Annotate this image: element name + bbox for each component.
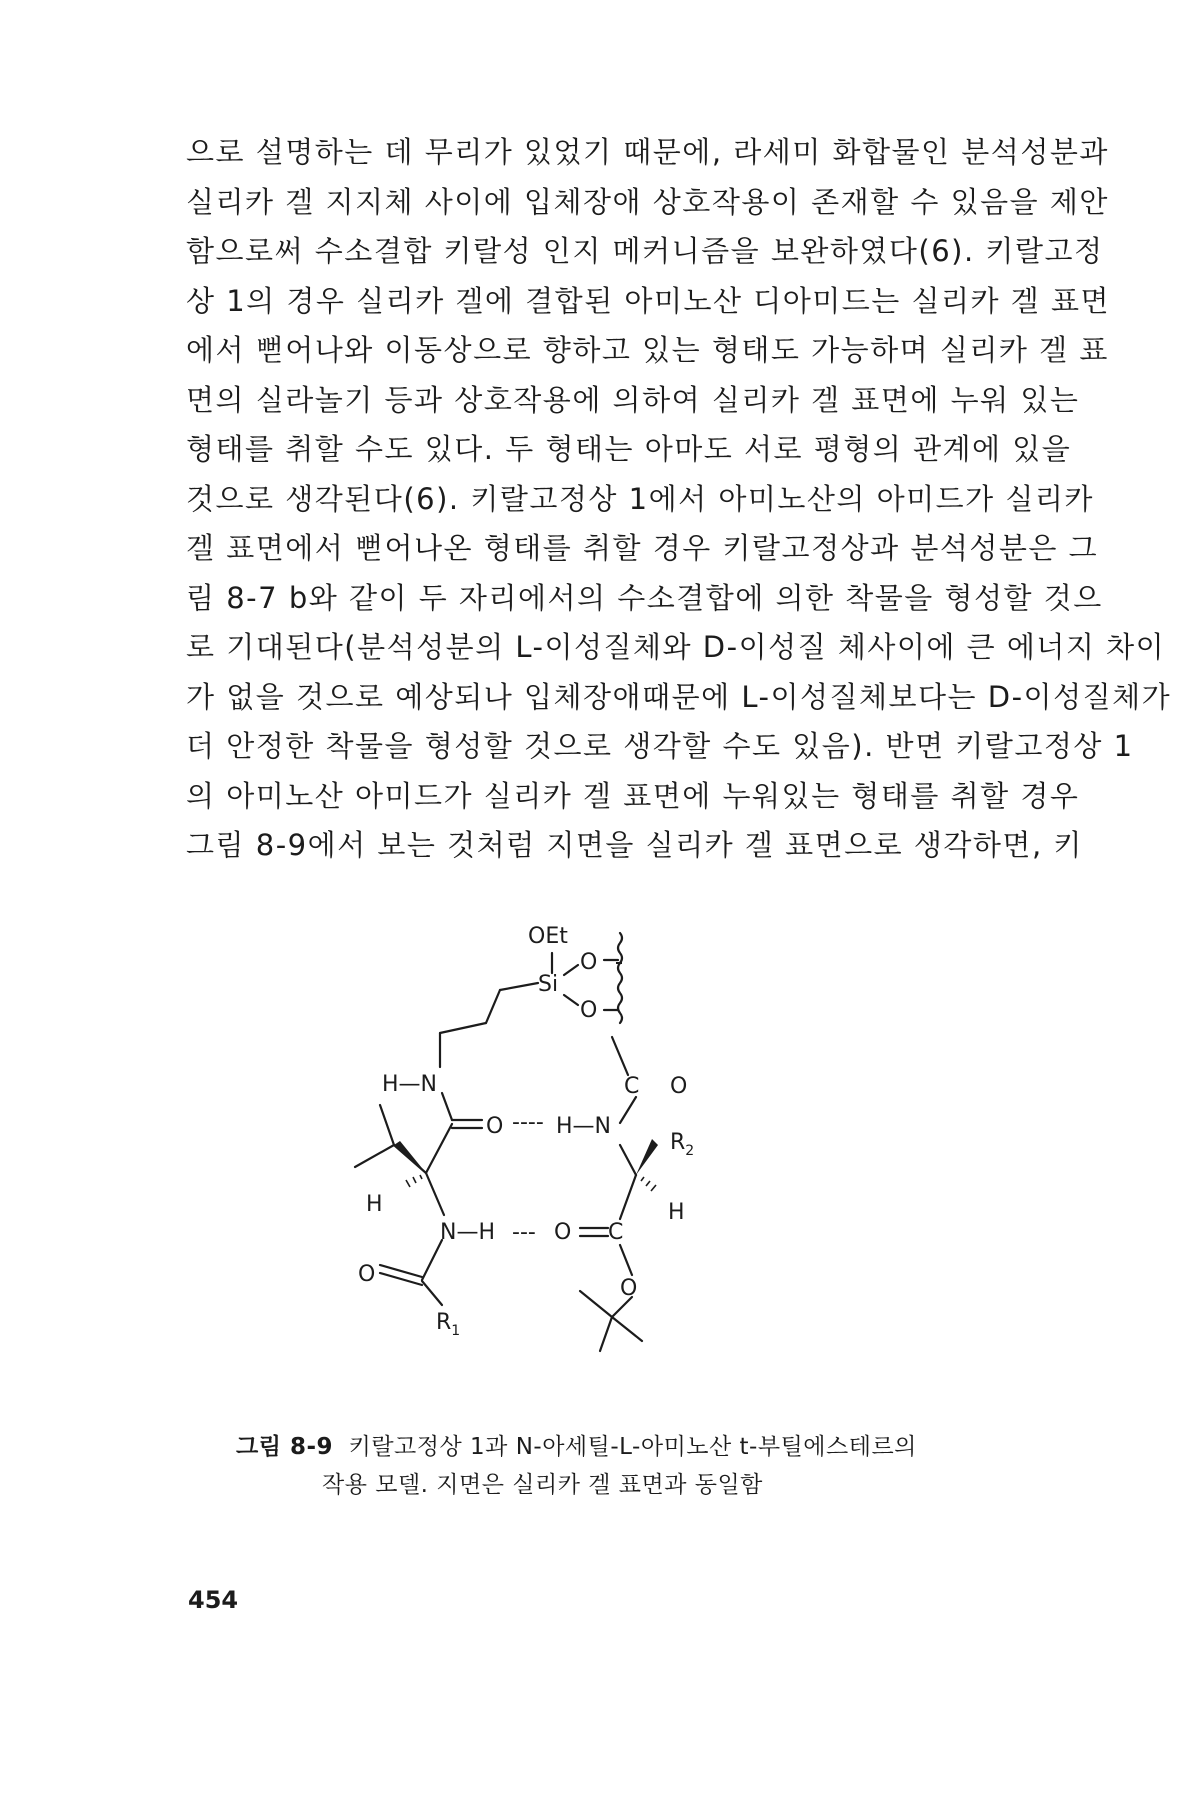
bond-me-cright bbox=[612, 1037, 628, 1075]
caption-text-1: 키랄고정상 1과 N-아세틸-L-아미노산 t-부틸에스테르의 bbox=[348, 1434, 917, 1460]
label-nh-bottom: N—H bbox=[440, 1220, 495, 1245]
body-line: 가 없을 것으로 예상되나 입체장애때문에 L-이성질체보다는 D-이성질체가 bbox=[186, 679, 1172, 714]
bond-cacetyl-r1 bbox=[422, 1281, 442, 1305]
bond-cester-o-tbu bbox=[620, 1245, 632, 1275]
caption-line-1 bbox=[236, 1428, 976, 1466]
label-o-tbu: O bbox=[620, 1276, 638, 1301]
wedge-right bbox=[636, 1139, 658, 1175]
body-line: 상 1의 경우 실리카 겔에 결합된 아미노산 디아미드는 실리카 겔 표면 bbox=[186, 283, 1111, 318]
label-o-ring-bottom: O bbox=[580, 998, 598, 1023]
body-line: 으로 설명하는 데 무리가 있었기 때문에, 라세미 화합물인 분석성분과 bbox=[186, 135, 1109, 169]
bond-n-calpha2 bbox=[620, 1145, 636, 1175]
body-line: 그림 8-9에서 보는 것처럼 지면을 실리카 겔 표면으로 생각하면, 키 bbox=[186, 828, 1083, 862]
label-o-right: O bbox=[670, 1074, 688, 1099]
label-h-left: H bbox=[366, 1192, 383, 1217]
body-line: 함으로써 수소결합 키랄성 인지 메커니즘을 보완하였다(6). 키랄고정 bbox=[186, 234, 1104, 268]
label-hbond-2: --- bbox=[512, 1220, 536, 1245]
body-line: 것으로 생각된다(6). 키랄고정상 1에서 아미노산의 아미드가 실리카 bbox=[186, 481, 1094, 516]
bond-n-cacetyl bbox=[422, 1240, 442, 1280]
caption-label: 그림 8-9 bbox=[236, 1434, 333, 1460]
label-h-right: H bbox=[668, 1200, 685, 1225]
caption-line-2: 작용 모델. 지면은 실리카 겔 표면과 동일함 bbox=[322, 1472, 763, 1498]
chemical-structure-figure bbox=[358, 905, 780, 1425]
body-line: 형태를 취할 수도 있다. 두 형태는 아마도 서로 평형의 관계에 있을 bbox=[186, 432, 1072, 466]
body-paragraph bbox=[186, 128, 1172, 871]
body-line: 면의 실라놀기 등과 상호작용에 의하여 실리카 겔 표면에 누워 있는 bbox=[186, 382, 1080, 417]
label-o-carbonyl-left: O bbox=[486, 1114, 504, 1139]
bond-tbu-2 bbox=[612, 1317, 642, 1341]
label-hn-top: H—N bbox=[382, 1072, 437, 1097]
body-line: 의 아미노산 아미드가 실리카 겔 표면에 누워있는 형태를 취할 경우 bbox=[186, 778, 1080, 813]
label-c-ester: C bbox=[608, 1220, 624, 1245]
bond-si-o2 bbox=[564, 995, 578, 1005]
bond-calpha2-cester bbox=[620, 1175, 636, 1219]
body-line: 더 안정한 착물을 형성할 것으로 생각할 수도 있음). 반면 키랄고정상 1 bbox=[186, 729, 1134, 763]
bond-ipr-me1 bbox=[380, 1105, 394, 1145]
page-number: 454 bbox=[188, 1586, 239, 1614]
label-o-ring-top: O bbox=[580, 950, 598, 975]
bond-c1-calpha bbox=[426, 1124, 452, 1173]
bond-calpha-n bbox=[426, 1173, 444, 1215]
body-line: 로 기대된다(분석성분의 L-이성질체와 D-이성질 체사이에 큰 에너지 차이 bbox=[186, 630, 1166, 664]
figure-caption bbox=[236, 1428, 976, 1504]
bond-n-c1 bbox=[442, 1093, 452, 1120]
label-c-right: C bbox=[624, 1074, 640, 1099]
label-si: Si bbox=[538, 972, 559, 997]
bond-chain-3 bbox=[440, 1023, 486, 1033]
bond-tbu-1 bbox=[580, 1291, 612, 1317]
body-line: 겔 표면에서 뻗어나온 형태를 취할 경우 키랄고정상과 분석성분은 그 bbox=[186, 531, 1099, 565]
label-o-ester: O bbox=[554, 1220, 572, 1245]
bond-tbu-3 bbox=[600, 1317, 612, 1351]
bond-ipr-me2 bbox=[355, 1145, 394, 1167]
label-o-acetyl: O bbox=[358, 1262, 376, 1287]
bond-chain-2 bbox=[486, 990, 500, 1023]
bond-cright-n bbox=[620, 1097, 636, 1123]
label-r1: $R_1$ bbox=[436, 1310, 461, 1339]
wedge-left bbox=[394, 1141, 426, 1173]
body-line: 림 8-7 b와 같이 두 자리에서의 수소결합에 의한 착물을 형성할 것으 bbox=[186, 580, 1103, 615]
bond-si-o1 bbox=[564, 965, 578, 975]
silica-surface-wave bbox=[618, 933, 622, 1023]
label-oet: OEt bbox=[528, 924, 568, 949]
label-hbond-1: ---- bbox=[512, 1110, 544, 1135]
hash-bonds bbox=[406, 1175, 656, 1191]
body-line: 에서 뻗어나와 이동상으로 향하고 있는 형태도 가능하며 실리카 겔 표 bbox=[186, 333, 1109, 367]
body-line: 실리카 겔 지지체 사이에 입체장애 상호작용이 존재할 수 있음을 제안 bbox=[186, 184, 1109, 219]
bond-si-chain bbox=[500, 983, 538, 990]
label-hn-right: H—N bbox=[556, 1114, 611, 1139]
label-r2: $R_2$ bbox=[670, 1130, 695, 1159]
